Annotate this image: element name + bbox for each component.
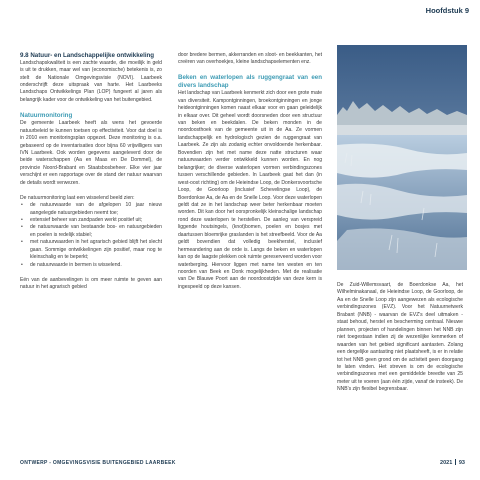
- subheading-beken: Beken en waterlopen als ruggengraat van een divers landschap: [178, 74, 322, 89]
- paragraph: door bredere bermen, akkerranden en sloot- en beekkanten, het creëren van overhoekjes, kleine landschapselementen enz.: [178, 52, 322, 66]
- list-item: • de natuurwaarde van de afgelopen 10 jaar nieuw aangelegde natuurgebieden neemt toe;: [20, 202, 162, 217]
- list-item: • de natuurwaarde van bestaande bos- en natuurgebieden en poelen is redelijk stabiel;: [20, 224, 162, 239]
- chapter-label: Hoofdstuk 9: [425, 6, 469, 15]
- paragraph: Het landschap van Laarbeek kenmerkt zich door een grote mate van diversiteit. Kampontginningen, broekontginningen en jonge heideontginningen komen naast elkaar voor en gaan geleidelijk in elkaar over. Dit geheel wordt doorsneden door een structuur van beken en beekdalen. De beken monden in de noordoosthoek van de gemeente uit in de Aa. Ze vormen landschappelijk en hydrologisch gezien de ruggengraat van Laarbeek. Ze zijn als zodanig echter onvoldoende herkenbaar. Bovendien zijn het met name deze natte structuren waar natuurwaarden verder ontwikkeld kunnen worden. En nog belangrijker; de diverse waterlopen vormen verbindingszones tussen verschillende gebieden. In Laarbeek gaat het dan (in west-oost richting) om de Heieindse Loop, de Donkersvoortsche Loop, de Goorloop (inclusief Schevelingse Loop), de Boerdonkse Aa, de Aa en de Snelle Loop. Voor deze waterlopen geldt dat ze in het landschap weer beter herkenbaar moeten worden. Dit kan door het oorspronkelijk kleinschalige landschap rond deze waterlopen te herstellen. De aanleg van verspreid liggende houtsingels, (knot)bomen, poelen en bosjes met daartussen bloemrijke graslanden is het streefbeeld. Voor de Aa geldt bovendien dat volledig beekherstel, inclusief hermeandering aan de orde is. Langs de beken en waterlopen kan op de laagste plekken ook ruimte gereserveerd worden voor waterberging. Hiervoor liggen met name ten westen en ten noorden van Beek en Donk mogelijkheden. Met de realisatie van De Blauwe Poort aan de noordoostzijde van deze kern is ingespeeld op deze kansen.: [178, 90, 322, 290]
- paragraph: De natuurmonitoring laat een wisselend beeld zien:: [20, 194, 135, 201]
- footer-separator: [455, 459, 456, 465]
- paragraph: De Zuid-Willemsvaart, de Boerdonkse Aa, het Wilhelminakanaal, de Heieindse Loop, de Goorloop, de Aa en de Snelle Loop zijn aangewezen als ecologische verbindingszones (EVZ). Voor het Natuurnetwerk Brabant (NNB) - waarvan de EVZ's deel uitmaken - staat behoud, herstel en bescherming centraal. Nieuwe plannen, projecten of handelingen binnen het NNB zijn niet toegestaan indien zij de wezenlijke kenmerken of waarden van het gebied significant aantasten. Zolang een dergelijke aantasting niet plaatsheeft, is er in relatie tot het NNB geen grond om de activiteit geen doorgang te laten vinden. Het streven is om de ecologische verbindingszones met een gemiddelde breedte van 25 meter uit te voeren (aan één zijde, vanaf de insteek). De NNB's zijn flexibel begrensbaar.: [337, 282, 463, 393]
- winter-wetland-image: [337, 45, 467, 270]
- paragraph: Eén van de aanbevelingen is om meer ruimte te geven aan natuur in het agrarisch gebied: [20, 276, 162, 291]
- subheading-natuurmonitoring: Natuurmonitoring: [20, 111, 73, 119]
- column-middle: [178, 52, 322, 299]
- paragraph: De gemeente Laarbeek heeft als wens het gevoerde natuurbeleid te kunnen toetsen op effectiviteit. Voor dat doel is in 2010 een monitoringsplan opgezet. Deze monitoring is o.a. gebaseerd op de inventarisaties door bijna 60 vrijwilligers van IVN Laarbeek. Ook worden gegevens aangeleverd door de beide waterschappen (Aa en Maas en De Dommel), de provincie Noord-Brabant en Staatsbosbeheer. Elke vier jaar verschijnt er een rapportage over de stand der natuur waarvan de details wordt verwezen.: [20, 120, 162, 186]
- bullet-list: [20, 202, 162, 269]
- footer-page-info: [440, 459, 465, 466]
- section-heading: 9.8 Natuur- en Landschappelijke ontwikkeling: [20, 52, 155, 59]
- footer-document-title: ONTWERP - OMGEVINGSVISIE BUITENGEBIED LAARBEEK: [20, 460, 176, 466]
- column-right: [337, 282, 463, 401]
- list-item: • met natuurwaarden in het agrarisch gebied blijft het slecht gaan. Sommige ontwikkelingen zijn positief, maar nog te kleinschalig en te beperkt;: [20, 239, 162, 261]
- landscape-photo: [337, 45, 467, 270]
- column-left: [20, 52, 162, 299]
- list-item: • de natuurwaarde in bermen is wisselend.: [20, 262, 162, 269]
- list-item: • extensief beheer van zandpaden werkt positief uit;: [20, 217, 162, 224]
- page-number: 93: [458, 460, 465, 466]
- paragraph: Landschapskwaliteit is een zachte waarde, die moeilijk in geld is uit te drukken, maar wel van (economische) betekenis is, zo stelt de Nationale Omgevingsvisie (NOVI). Laarbeek onderschrijft deze uitspraak van harte. Het Laarbeeks Landschaps Ontwikkelings Plan (LOP) fungeert al jaren als belangrijk kader voor de ontwikkeling van het buitengebied.: [20, 59, 162, 103]
- footer-year: 2021: [440, 460, 453, 466]
